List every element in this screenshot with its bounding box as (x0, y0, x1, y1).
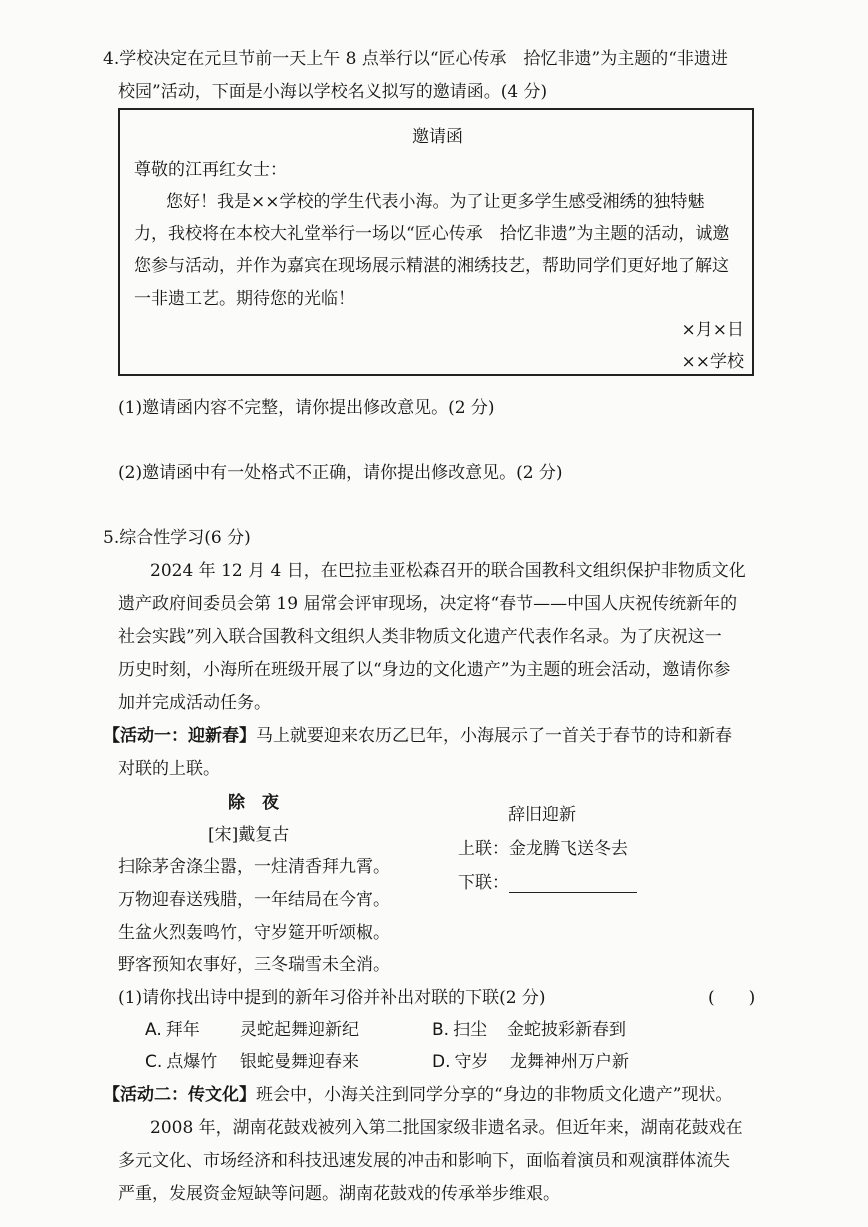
para2-line-3: 严重，发展资金短缺等问题。湖南花鼓戏的传承举步维艰。 (118, 1184, 560, 1204)
activity-1-line-1 (103, 721, 732, 746)
para2-line-1: 2008 年，湖南花鼓戏被列入第二批国家级非遗名录。但近年来，湖南花鼓戏在 (150, 1118, 743, 1138)
option-c-line: 银蛇曼舞迎春来 (240, 1052, 359, 1072)
option-a-letter: A. (145, 1020, 162, 1040)
letter-salutation: 尊敬的江再红女士： (134, 160, 287, 180)
poem-line-1: 扫除茅舍涤尘嚣，一炷清香拜九霄。 (118, 857, 390, 877)
option-a-line: 灵蛇起舞迎新纪 (240, 1020, 359, 1040)
letter-date: ×月×日 (681, 320, 744, 340)
option-b[interactable] (432, 1015, 487, 1040)
para2-line-2: 多元文化、市场经济和科技迅速发展的冲击和影响下，面临着演员和观演群体流失 (118, 1151, 730, 1171)
couplet-upper: 上联：金龙腾飞送冬去 (458, 839, 628, 859)
option-c-letter: C. (145, 1052, 163, 1072)
poem-title: 除 夜 (228, 793, 279, 813)
option-b-line: 金蛇披彩新春到 (507, 1020, 626, 1040)
poem-author: [宋]戴复古 (208, 825, 290, 845)
q4-sub-question-1: (1)邀请函内容不完整，请你提出修改意见。(2 分) (118, 398, 495, 418)
letter-signature: ××学校 (681, 352, 744, 372)
activity-1-line-2: 对联的上联。 (118, 759, 220, 779)
option-d[interactable] (432, 1047, 489, 1072)
option-b-letter: B. (432, 1020, 450, 1040)
invitation-letter-box (118, 108, 754, 376)
q4-sub-question-2: (2)邀请函中有一处格式不正确，请你提出修改意见。(2 分) (118, 463, 563, 483)
q5-intro-line-4: 历史时刻，小海所在班级开展了以“身边的文化遗产”为主题的班会活动，邀请你参 (118, 660, 731, 680)
option-a-custom: 拜年 (165, 1020, 200, 1040)
letter-body-line-3: 您参与活动，并作为嘉宾在现场展示精湛的湘绣技艺，帮助同学们更好地了解这 (134, 256, 729, 276)
letter-body-line-4: 一非遗工艺。期待您的光临！ (134, 289, 355, 309)
letter-body-line-1: 您好！我是××学校的学生代表小海。为了让更多学生感受湘绣的独特魅 (166, 192, 705, 212)
q5-sub-question-1: (1)请你找出诗中提到的新年习俗并补出对联的下联(2 分) (118, 988, 546, 1008)
q4-line-2: 校园”活动，下面是小海以学校名义拟写的邀请函。(4 分) (118, 82, 548, 102)
option-d-line: 龙舞神州万户新 (510, 1052, 629, 1072)
q5-intro-line-2: 遗产政府间委员会第 19 届常会评审现场，决定将“春节——中国人庆祝传统新年的 (118, 594, 738, 614)
option-d-custom: 守岁 (454, 1052, 489, 1072)
activity-1-tag: 【活动一：迎新春】 (103, 726, 256, 746)
couplet-lower (458, 868, 637, 893)
couplet-title: 辞旧迎新 (508, 805, 576, 825)
letter-title: 邀请函 (412, 127, 463, 147)
option-c-custom: 点爆竹 (166, 1052, 218, 1072)
q5-intro-line-3: 社会实践”列入联合国教科文组织人类非物质文化遗产代表作名录。为了庆祝这一 (118, 627, 722, 647)
couplet-lower-label: 下联： (458, 873, 509, 893)
option-b-custom: 扫尘 (453, 1020, 488, 1040)
letter-body-line-2: 力，我校将在本校大礼堂举行一场以“匠心传承 拾忆非遗”为主题的活动，诚邀 (134, 224, 730, 244)
q5-intro-line-1: 2024 年 12 月 4 日，在巴拉圭亚松森召开的联合国教科文组织保护非物质文化 (150, 561, 746, 581)
activity-2-tag: 【活动二：传文化】 (103, 1085, 256, 1105)
activity-1-text: 马上就要迎来农历乙巳年，小海展示了一首关于春节的诗和新春 (256, 726, 732, 746)
option-a[interactable] (145, 1015, 200, 1040)
activity-2-text: 班会中，小海关注到同学分享的“身边的非物质文化遗产”现状。 (256, 1085, 733, 1105)
activity-2-line (103, 1080, 732, 1105)
answer-bracket[interactable]: ( ) (708, 988, 756, 1008)
q4-line-1: 4.学校决定在元旦节前一天上午 8 点举行以“匠心传承 拾忆非遗”为主题的“非遗进 (103, 49, 728, 69)
poem-line-3: 生盆火烈轰鸣竹，守岁筵开听颂椒。 (118, 923, 390, 943)
option-d-letter: D. (432, 1052, 451, 1072)
option-c[interactable] (145, 1047, 217, 1072)
q5-heading: 5.综合性学习(6 分) (103, 528, 251, 548)
q5-intro-line-5: 加并完成活动任务。 (118, 693, 271, 713)
poem-line-4: 野客预知农事好，三冬瑞雪未全消。 (118, 955, 390, 975)
poem-line-2: 万物迎春送残腊，一年结局在今宵。 (118, 890, 390, 910)
couplet-lower-answer-blank[interactable] (509, 874, 637, 893)
